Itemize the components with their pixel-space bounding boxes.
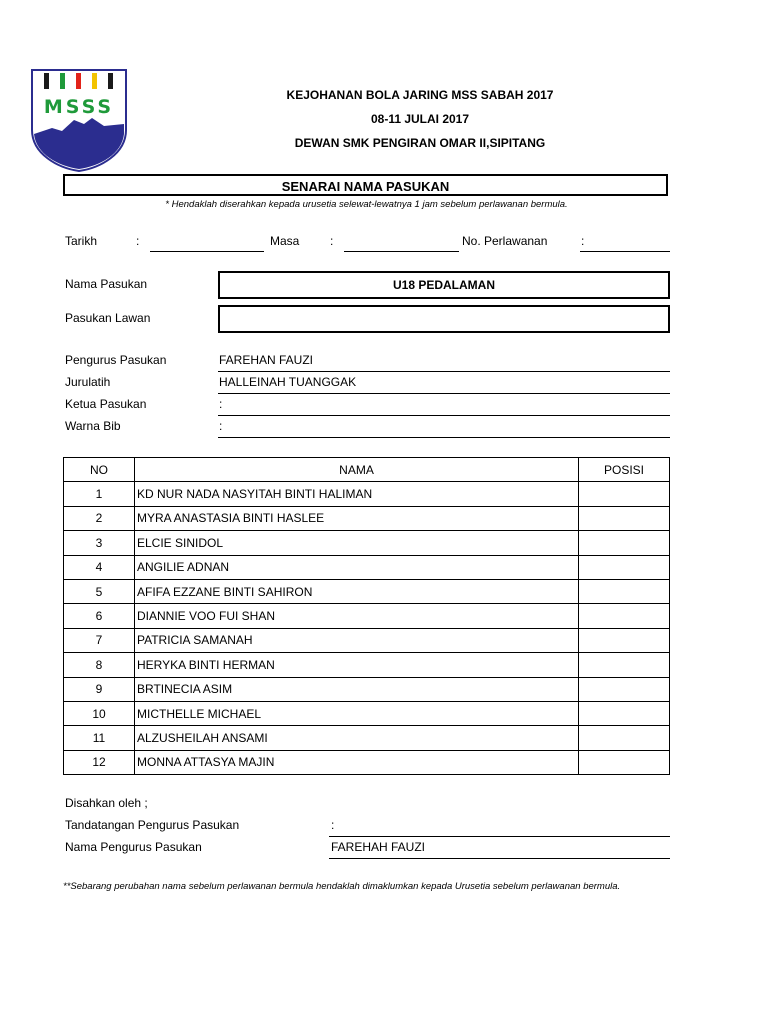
date-field[interactable] [150,251,264,252]
roster-table [63,457,670,775]
team-name-label: Nama Pasukan [65,277,148,291]
player-name: MICTHELLE MICHAEL [135,701,579,725]
table-row [64,482,670,506]
captain-label: Ketua Pasukan [65,397,147,411]
time-label: Masa [270,234,300,248]
opponent-field[interactable] [218,305,670,333]
player-position[interactable] [579,653,670,677]
player-number: 6 [64,604,135,628]
manager-name-label: Nama Pengurus Pasukan [65,840,202,854]
player-position[interactable] [579,677,670,701]
roster-header-row [64,458,670,482]
player-name: HERYKA BINTI HERMAN [135,653,579,677]
player-position[interactable] [579,482,670,506]
player-name: ALZUSHEILAH ANSAMI [135,726,579,750]
msss-logo [30,68,128,172]
logo-text: MSSS [43,96,115,118]
player-name: BRTINECIA ASIM [135,677,579,701]
captain-value: : [219,397,223,411]
manager-line [218,371,670,372]
table-row [64,628,670,652]
match-no-label: No. Perlawanan [462,234,548,248]
player-number: 2 [64,506,135,530]
player-position[interactable] [579,604,670,628]
date-colon: : [136,234,140,248]
event-dates: 08-11 JULAI 2017 [370,112,470,126]
time-colon: : [330,234,334,248]
signature-line[interactable] [329,836,670,837]
player-position[interactable] [579,701,670,725]
player-number: 11 [64,726,135,750]
table-row [64,750,670,774]
table-row [64,506,670,530]
player-name: ELCIE SINIDOL [135,531,579,555]
player-number: 4 [64,555,135,579]
player-position[interactable] [579,555,670,579]
player-name: MONNA ATTASYA MAJIN [135,750,579,774]
footnote: **Sebarang perubahan nama sebelum perlawanan bermula hendaklah dimaklumkan kepada Urusetia sebelum perlawanan bermula. [63,881,621,892]
table-row [64,726,670,750]
coach-value: HALLEINAH TUANGGAK [219,375,357,389]
form-title: SENARAI NAMA PASUKAN [63,174,668,196]
player-name: DIANNIE VOO FUI SHAN [135,604,579,628]
captain-line[interactable] [218,415,670,416]
manager-name-line [329,858,670,859]
player-number: 8 [64,653,135,677]
match-no-colon: : [581,234,585,248]
player-number: 5 [64,579,135,603]
player-position[interactable] [579,579,670,603]
match-no-field[interactable] [580,251,670,252]
bib-label: Warna Bib [65,419,121,433]
time-field[interactable] [344,251,459,252]
header-position: POSISI [579,458,670,482]
player-name: AFIFA EZZANE BINTI SAHIRON [135,579,579,603]
coach-line [218,393,670,394]
player-name: PATRICIA SAMANAH [135,628,579,652]
player-name: ANGILIE ADNAN [135,555,579,579]
player-number: 3 [64,531,135,555]
table-row [64,555,670,579]
player-number: 1 [64,482,135,506]
bib-line[interactable] [218,437,670,438]
manager-value: FAREHAN FAUZI [219,353,314,367]
signature-value: : [331,818,335,832]
player-position[interactable] [579,726,670,750]
player-position[interactable] [579,628,670,652]
header-no: NO [64,458,135,482]
table-row [64,579,670,603]
manager-label: Pengurus Pasukan [65,353,167,367]
player-position[interactable] [579,506,670,530]
table-row [64,604,670,628]
player-number: 12 [64,750,135,774]
event-title: KEJOHANAN BOLA JARING MSS SABAH 2017 [286,88,554,102]
player-number: 7 [64,628,135,652]
table-row [64,653,670,677]
date-label: Tarikh [65,234,98,248]
player-name: KD NUR NADA NASYITAH BINTI HALIMAN [135,482,579,506]
submission-note: * Hendaklah diserahkan kepada urusetia selewat-lewatnya 1 jam sebelum perlawanan bermula. [165,199,568,210]
player-number: 10 [64,701,135,725]
player-name: MYRA ANASTASIA BINTI HASLEE [135,506,579,530]
event-venue: DEWAN SMK PENGIRAN OMAR II,SIPITANG [294,136,546,150]
manager-name-value: FAREHAH FAUZI [331,840,426,854]
player-position[interactable] [579,750,670,774]
header-name: NAMA [135,458,579,482]
player-number: 9 [64,677,135,701]
table-row [64,677,670,701]
table-row [64,701,670,725]
bib-value: : [219,419,223,433]
approval-title: Disahkan oleh ; [65,796,148,810]
player-position[interactable] [579,531,670,555]
table-row [64,531,670,555]
opponent-label: Pasukan Lawan [65,311,151,325]
signature-label: Tandatangan Pengurus Pasukan [65,818,240,832]
team-name-field[interactable]: U18 PEDALAMAN [218,271,670,299]
coach-label: Jurulatih [65,375,111,389]
